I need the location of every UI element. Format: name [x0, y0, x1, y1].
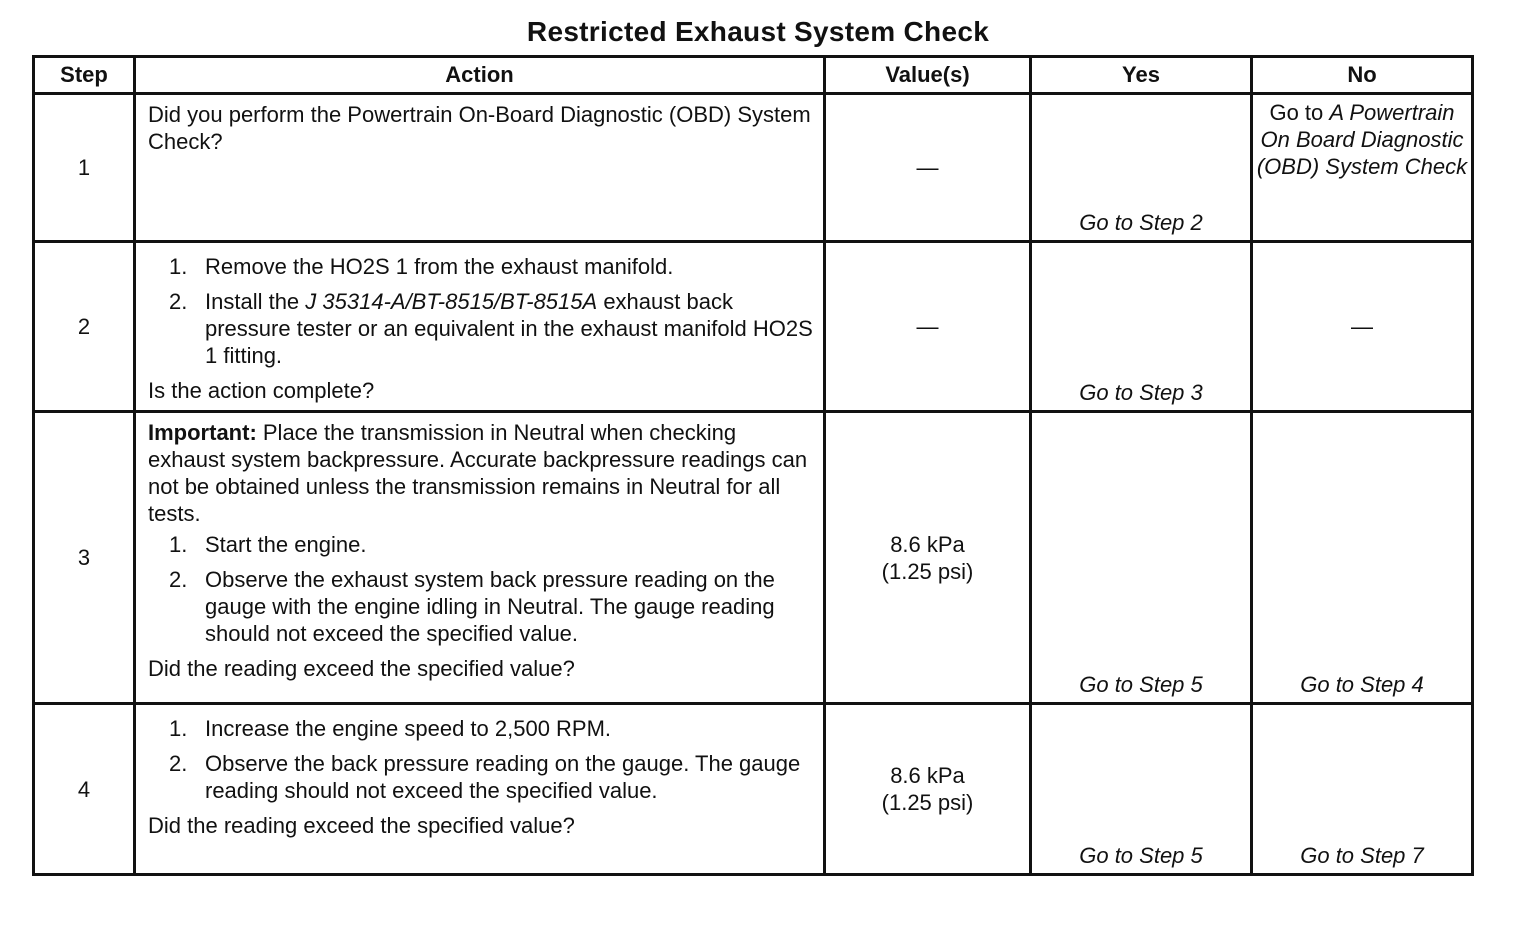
list-item: [148, 531, 813, 558]
step-number: 1: [34, 94, 135, 242]
no-prefix: Go to: [1269, 100, 1330, 125]
value-psi: (1.25 psi): [881, 558, 974, 584]
header-values: Value(s): [825, 57, 1031, 94]
value-cell: [825, 412, 1031, 704]
list-text: exhaust back pressure tester or an equivalent in the exhaust manifold HO2S 1 fitting.: [205, 289, 813, 368]
list-number: 1.: [169, 532, 188, 557]
value-cell: [825, 704, 1031, 875]
list-text: Observe the exhaust system back pressure reading on the gauge with the engine idling in Neutral. The gauge reading should not exceed the specified value.: [205, 567, 775, 646]
action-question: Did the reading exceed the specified value?: [148, 813, 575, 838]
header-no: No: [1252, 57, 1473, 94]
list-text: Increase the engine speed to 2,500 RPM.: [205, 716, 612, 741]
value-cell: —: [825, 242, 1031, 412]
page-title: Restricted Exhaust System Check: [526, 16, 990, 47]
action-cell: [135, 242, 825, 412]
action-question: Is the action complete?: [148, 378, 375, 403]
action-list: [148, 531, 813, 647]
list-number: 2.: [169, 567, 188, 592]
header-step: Step: [34, 57, 135, 94]
no-cell: Go to Step 4: [1252, 412, 1473, 704]
value-kpa: 8.6 kPa: [890, 763, 965, 788]
table-row: [34, 704, 1473, 875]
important-label: Important:: [148, 420, 257, 445]
list-number: 2.: [169, 751, 188, 776]
list-text: Install the: [205, 289, 306, 314]
table-row: [34, 242, 1473, 412]
list-item: [148, 715, 813, 742]
list-text: Start the engine.: [205, 532, 367, 557]
list-number: 1.: [169, 716, 188, 741]
step-number: 2: [34, 242, 135, 412]
important-note: [148, 419, 813, 527]
action-cell: [135, 412, 825, 704]
header-action: Action: [135, 57, 825, 94]
diagnostic-table: [32, 55, 1474, 876]
yes-cell: Go to Step 5: [1031, 704, 1252, 875]
list-item: [148, 288, 813, 369]
list-item: [148, 750, 813, 804]
value-psi: (1.25 psi): [881, 790, 974, 815]
list-text: Remove the HO2S 1 from the exhaust manifold.: [205, 254, 674, 279]
list-text: Observe the back pressure reading on the gauge. The gauge reading should not exceed the specified value.: [205, 751, 801, 803]
action-cell: [135, 94, 825, 242]
action-list: [148, 715, 813, 804]
action-list: [148, 253, 813, 369]
action-text: Did you perform the Powertrain On-Board Diagnostic (OBD) System Check?: [148, 102, 811, 154]
step-number: 3: [34, 412, 135, 704]
step-number: 4: [34, 704, 135, 875]
yes-cell: Go to Step 5: [1031, 412, 1252, 704]
header-row: [34, 57, 1473, 94]
table-row: [34, 412, 1473, 704]
action-cell: [135, 704, 825, 875]
value-cell: —: [825, 94, 1031, 242]
header-yes: Yes: [1031, 57, 1252, 94]
list-number: 2.: [169, 289, 188, 314]
list-item: [148, 253, 813, 280]
tool-number: J 35314-A/BT-8515/BT-8515A: [305, 289, 598, 314]
value-kpa: 8.6 kPa: [890, 531, 965, 557]
yes-cell: Go to Step 3: [1031, 242, 1252, 412]
yes-cell: Go to Step 2: [1031, 94, 1252, 242]
list-item: [148, 566, 813, 647]
no-cell: Go to Step 7: [1252, 704, 1473, 875]
no-link-text: A Powertrain On Board Diagnostic (OBD) System Check: [1256, 100, 1468, 179]
action-question: Did the reading exceed the specified value?: [148, 656, 575, 681]
list-number: 1.: [169, 254, 188, 279]
no-cell: [1252, 94, 1473, 242]
important-text: Place the transmission in Neutral when checking exhaust system backpressure. Accurate backpressure readings can not be obtained unless the transmission remains in Neutral for all tests.: [148, 420, 808, 526]
no-cell: —: [1252, 242, 1473, 412]
table-row: [34, 94, 1473, 242]
